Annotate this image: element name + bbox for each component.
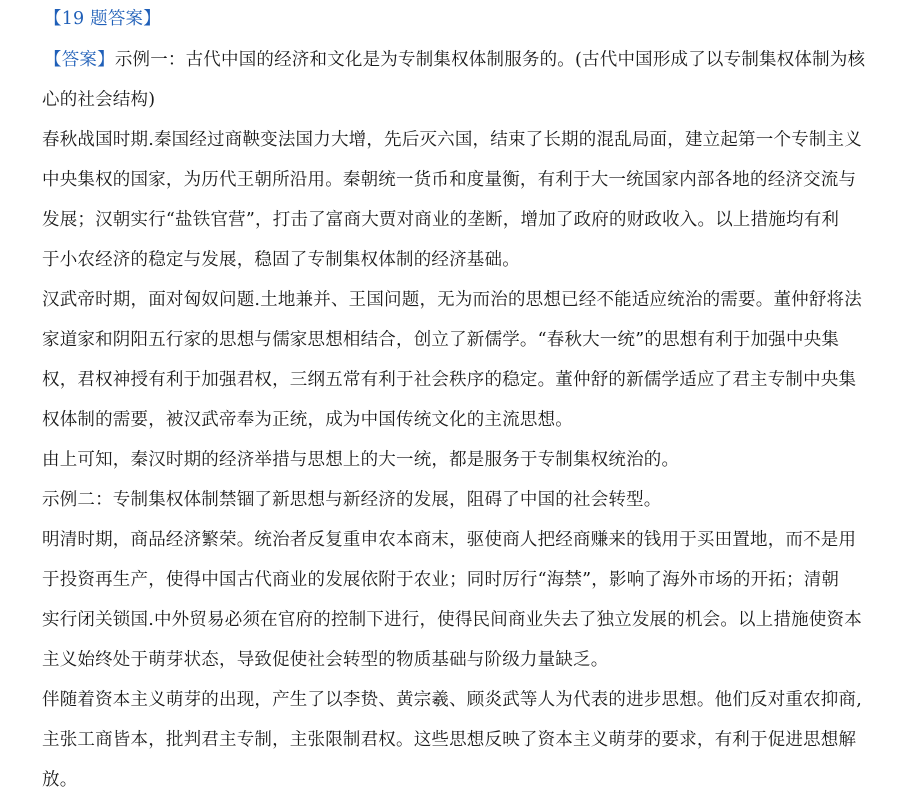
- answer-text: 示例一：古代中国的经济和文化是为专制集权体制服务的。(古代中国形成了以专制集权体制为核: [114, 50, 866, 70]
- answer-line-6: 于小农经济的稳定与发展，稳固了专制集权体制的经济基础。: [42, 250, 520, 270]
- question-number-heading: 【19 题答案】: [44, 9, 161, 29]
- answer-line-10: 权体制的需要，被汉武帝奉为正统，成为中国传统文化的主流思想。: [42, 410, 573, 430]
- answer-line-11: 由上可知，秦汉时期的经济举措与思想上的大一统，都是服务于专制集权统治的。: [42, 450, 680, 470]
- answer-line-7: 汉武帝时期，面对匈奴问题.土地兼并、王国问题，无为而治的思想已经不能适应统治的需要。董仲舒将法: [42, 290, 862, 310]
- answer-line-8: 家道家和阴阳五行家的思想与儒家思想相结合，创立了新儒学。“春秋大一统”的思想有利于加强中央集: [42, 330, 840, 350]
- answer-line-15: 实行闭关锁国.中外贸易必须在官府的控制下进行，使得民间商业失去了独立发展的机会。以上措施使资本: [42, 610, 862, 630]
- answer-line-5: 发展；汉朝实行“盐铁官营”，打击了富商大贾对商业的垄断，增加了政府的财政收入。以上措施均有利: [42, 210, 840, 230]
- answer-line-16: 主义始终处于萌芽状态，导致促使社会转型的物质基础与阶级力量缺乏。: [42, 650, 609, 670]
- answer-line-2: 心的社会结构): [42, 90, 156, 110]
- answer-line-9: 权，君权神授有利于加强君权，三纲五常有利于社会秩序的稳定。董仲舒的新儒学适应了君主专制中央集: [42, 370, 857, 390]
- answer-line-3: 春秋战国时期.秦国经过商鞅变法国力大增，先后灭六国，结束了长期的混乱局面，建立起第一个专制主义: [42, 130, 862, 150]
- answer-line-17: 伴随着资本主义萌芽的出现，产生了以李贽、黄宗羲、顾炎武等人为代表的进步思想。他们反对重农抑商,: [42, 690, 862, 710]
- answer-label: 【答案】: [44, 50, 115, 70]
- answer-line-1: [44, 49, 874, 71]
- answer-line-12: 示例二：专制集权体制禁锢了新思想与新经济的发展，阻碍了中国的社会转型。: [42, 490, 662, 510]
- answer-line-18: 主张工商皆本，批判君主专制，主张限制君权。这些思想反映了资本主义萌芽的要求，有利于促进思想解: [42, 730, 857, 750]
- answer-line-19: 放。: [42, 770, 78, 790]
- answer-line-13: 明清时期，商品经济繁荣。统治者反复重申农本商末，驱使商人把经商赚来的钱用于买田置地，而不是用: [42, 530, 857, 550]
- answer-line-4: 中央集权的国家，为历代王朝所沿用。秦朝统一货币和度量衡，有利于大一统国家内部各地的经济交流与: [42, 170, 857, 190]
- answer-line-14: 于投资再生产，使得中国古代商业的发展依附于农业；同时厉行“海禁”，影响了海外市场的开拓；清朝: [42, 570, 840, 590]
